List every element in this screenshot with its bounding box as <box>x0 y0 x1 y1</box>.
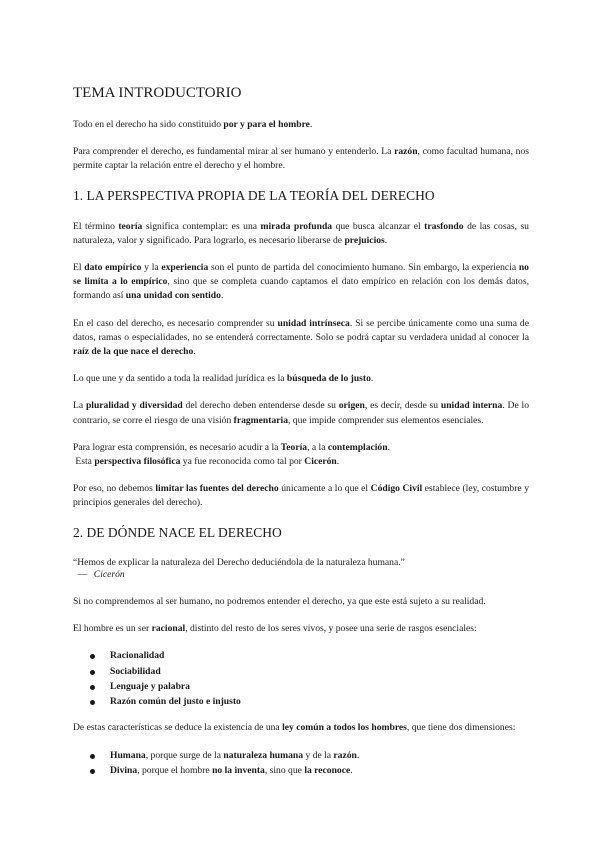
section-1-paragraph-6: Para lograr esta comprensión, es necesario acudir a la Teoría, a la contemplación. Esta perspectiva filosófica ya fue reconocida como tal por Cicerón. <box>73 441 390 468</box>
section-1-paragraph-5: La pluralidad y diversidad del derecho deben entenderse desde su origen, es decir, desde su unidad interna. De lo contrario, se corre el riesgo de una visión fragmentaria, que impide comprender sus elementos esenciales. <box>73 400 529 426</box>
section-2-paragraph-2: El hombre es un ser racional, distinto del resto de los seres vivos, y posee una serie de rasgos esenciales: <box>73 623 477 635</box>
document-page <box>73 84 529 790</box>
quote-author: Cicerón <box>93 569 125 581</box>
section-1-paragraph-4: Lo que une y da sentido a toda la realidad jurídica es la búsqueda de lo justo. <box>73 373 374 385</box>
bullet-icon <box>90 670 95 675</box>
list-item: Humana, porque surge de la naturaleza humana y de la razón. <box>73 749 529 763</box>
list-item: Divina, porque el hombre no la inventa, sino que la reconoce. <box>73 764 529 778</box>
intro-paragraph-2: Para comprender el derecho, es fundamental mirar al ser humano y entenderlo. La razón, como facultad humana, nos permite captar la relación entre el derecho y el hombre. <box>73 146 529 172</box>
traits-list <box>73 649 529 709</box>
list-item: Razón común del justo e injusto <box>73 695 529 709</box>
section-2-paragraph-1: Si no comprendemos al ser humano, no podremos entender el derecho, ya que este está sujeto a su realidad. <box>73 595 486 607</box>
section-1-paragraph-3: En el caso del derecho, es necesario comprender su unidad intrínseca. Si se percibe únicamente como una suma de datos, ramas o especialidades, no se entenderá correctamente. Solo se podrá captar su verdadera unidad al conocer la raíz de la que nace el derecho. <box>73 317 529 358</box>
cicero-quote <box>73 557 529 582</box>
section-1-heading: 1. LA PERSPECTIVA PROPIA DE LA TEORÍA DEL DERECHO <box>73 187 435 203</box>
document-title: TEMA INTRODUCTORIO <box>73 85 242 101</box>
list-item: Lenguaje y palabra <box>73 680 529 694</box>
bullet-icon <box>90 654 95 659</box>
section-2-paragraph-3: De estas características se deduce la existencia de una ley común a todos los hombres, que tiene dos dimensiones: <box>73 722 516 734</box>
dimensions-list <box>73 749 529 779</box>
section-1-paragraph-1: El término teoría significa contemplar: es una mirada profunda que busca alcanzar el trasfondo de las cosas, su naturaleza, valor y significado. Para lograrlo, es necesario liberarse de prejuicios. <box>73 220 529 246</box>
bullet-icon <box>90 700 95 705</box>
section-1-paragraph-7: Por eso, no debemos limitar las fuentes del derecho únicamente a lo que el Código Civil establece (ley, costumbre y principios generales del derecho). <box>73 483 529 509</box>
section-2-heading: 2. DE DÓNDE NACE EL DERECHO <box>73 524 282 540</box>
list-item: Sociabilidad <box>73 665 529 679</box>
bullet-icon <box>90 754 95 759</box>
list-item: Racionalidad <box>73 649 529 663</box>
bullet-icon <box>90 769 95 774</box>
quote-text: “Hemos de explicar la naturaleza del Derecho deduciéndola de la naturaleza humana.” <box>73 556 405 568</box>
bullet-icon <box>90 685 95 690</box>
section-1-paragraph-2: El dato empírico y la experiencia son el punto de partida del conocimiento humano. Sin embargo, la experiencia no se limita a lo empírico, sino que se completa cuando captamos el dato empírico en relación con los demás datos, formando así una unidad con sentido. <box>73 262 529 302</box>
intro-paragraph-1: Todo en el derecho ha sido constituido por y para el hombre. <box>73 119 313 130</box>
quote-attribution: — Cicerón <box>77 569 125 581</box>
